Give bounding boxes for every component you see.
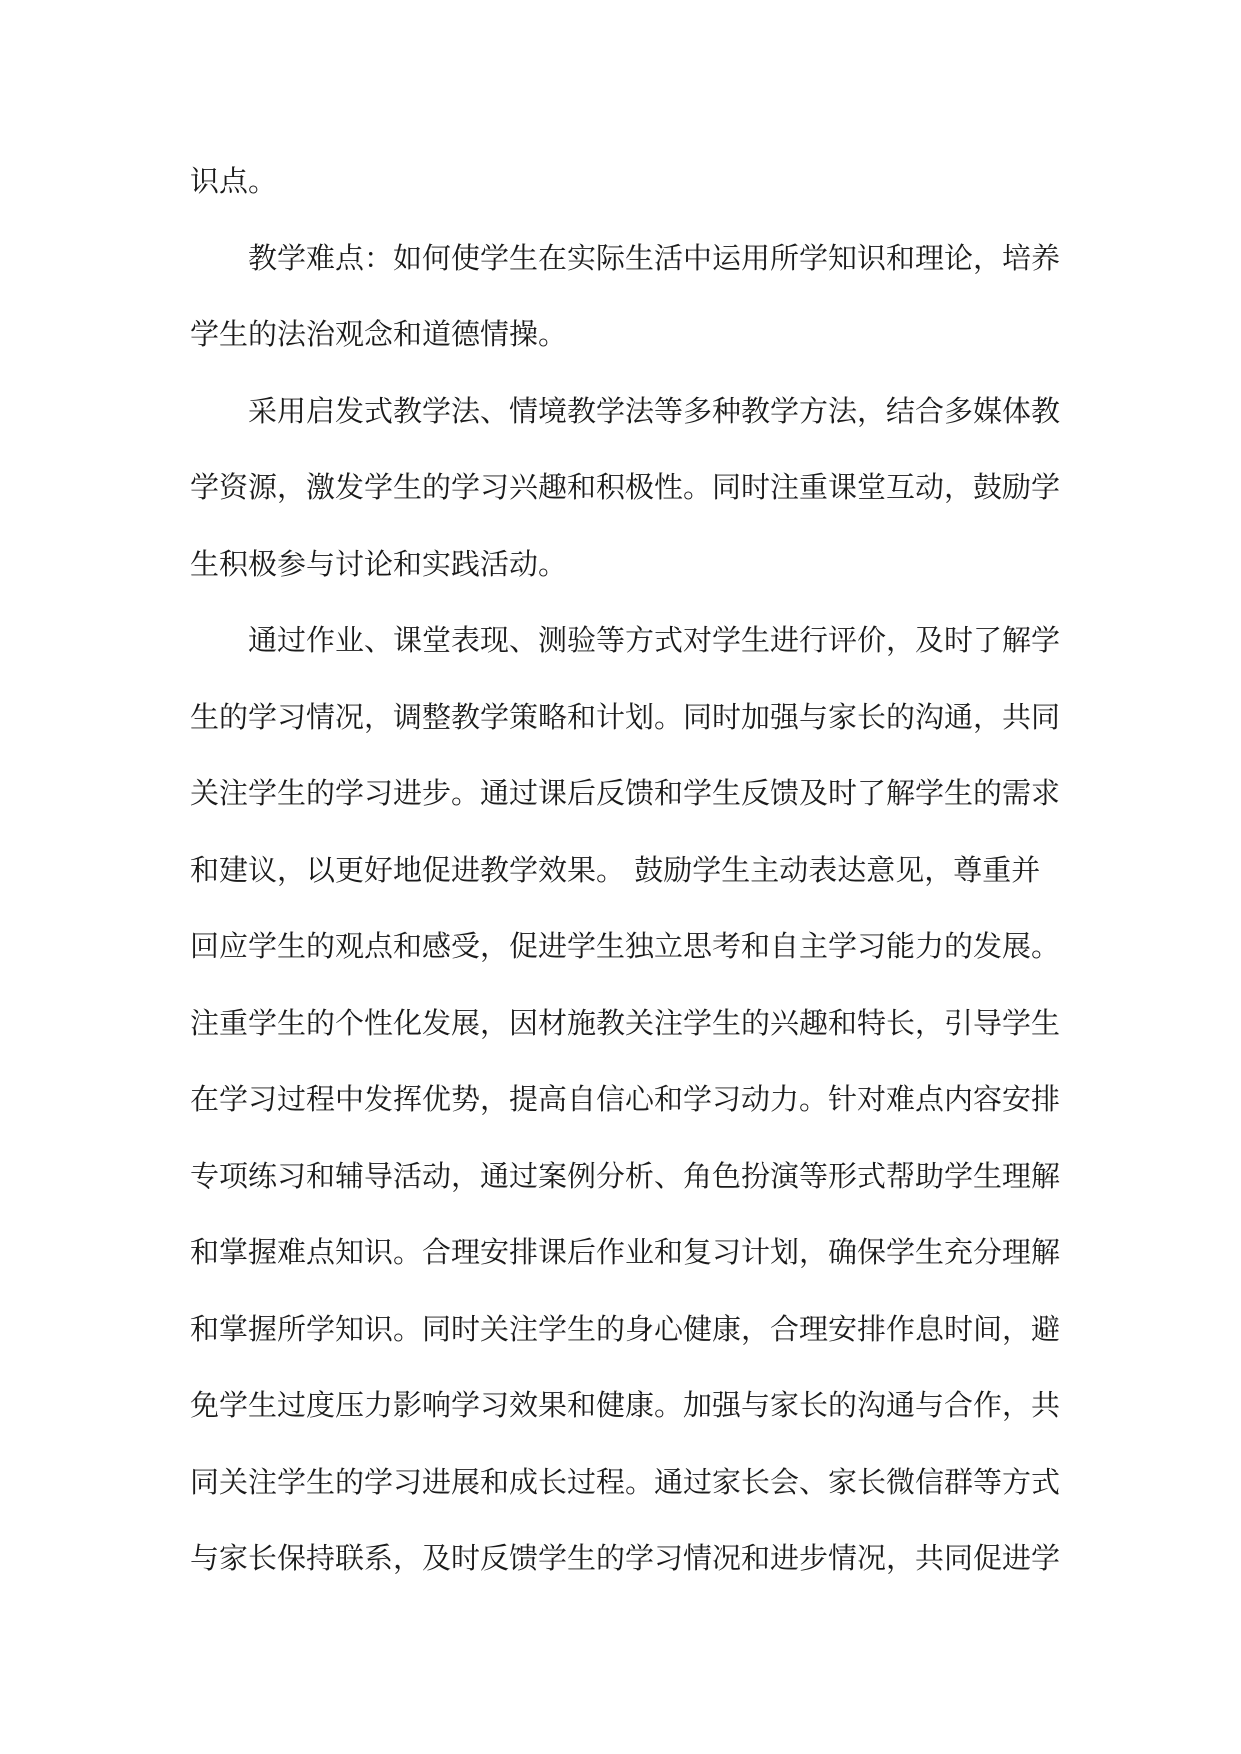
text-line: 注重学生的个性化发展，因材施教关注学生的兴趣和特长，引导学生 [190,1005,1061,1040]
text-line: 生的学习情况，调整教学策略和计划。同时加强与家长的沟通，共同 [190,699,1061,734]
text-line: 关注学生的学习进步。通过课后反馈和学生反馈及时了解学生的需求 [190,776,1061,810]
paragraph-first-line: 采用启发式教学法、情境教学法等多种教学方法，结合多媒体教 [248,393,1061,428]
body-text [190,143,1070,1597]
text-line: 学资源，激发学生的学习兴趣和积极性。同时注重课堂互动，鼓励学 [190,470,1061,504]
paragraph-first-line: 通过作业、课堂表现、测验等方式对学生进行评价，及时了解学 [248,623,1061,657]
text-line: 和掌握难点知识。合理安排课后作业和复习计划，确保学生充分理解 [190,1235,1061,1269]
text-line: 专项练习和辅导活动，通过案例分析、角色扮演等形式帮助学生理解 [190,1158,1061,1193]
text-line: 回应学生的观点和感受，促进学生独立思考和自主学习能力的发展。 [190,929,1061,963]
text-line: 与家长保持联系，及时反馈学生的学习情况和进步情况，共同促进学 [190,1541,1061,1575]
text-line: 免学生过度压力影响学习效果和健康。加强与家长的沟通与合作，共 [190,1388,1061,1422]
text-line: 学生的法治观念和道德情操。 [190,317,568,351]
text-line: 和掌握所学知识。同时关注学生的身心健康，合理安排作息时间，避 [190,1311,1061,1346]
paragraph-first-line: 教学难点：如何使学生在实际生活中运用所学知识和理论，培养 [248,240,1061,275]
text-line: 在学习过程中发挥优势，提高自信心和学习动力。针对难点内容安排 [190,1082,1061,1116]
text-line: 识点。 [190,164,278,198]
text-line: 和建议，以更好地促进教学效果。 鼓励学生主动表达意见，尊重并 [190,852,1041,887]
text-line: 生积极参与讨论和实践活动。 [190,546,568,581]
text-line: 同关注学生的学习进展和成长过程。通过家长会、家长微信群等方式 [190,1464,1061,1499]
